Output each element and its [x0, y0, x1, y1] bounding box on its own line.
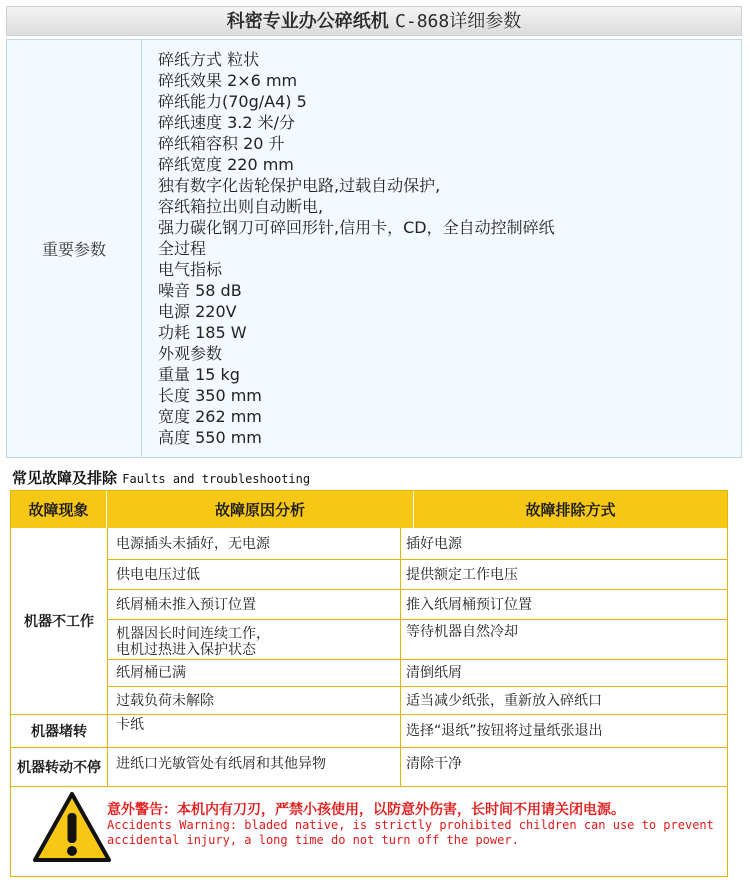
spec-lines	[158, 49, 555, 448]
fix-text: 推入纸屑桶预订位置	[406, 596, 532, 613]
spec-box	[6, 39, 742, 458]
cause-text: 电源插头未插好，无电源	[116, 535, 270, 552]
spec-line: 碎纸速度 3.2 米/分	[158, 113, 296, 132]
spec-line: 功耗 185 W	[158, 323, 247, 342]
fix-text: 提供额定工作电压	[406, 566, 518, 583]
header-symptom: 故障现象	[11, 491, 107, 528]
table-row	[108, 560, 727, 590]
fault-table	[10, 490, 728, 877]
warning-text-en: Accidents Warning: bladed native, is strictly prohibited children can use to prevent accidental injury, a long time do not turn off the power.	[107, 818, 714, 847]
spec-line: 碎纸宽度 220 mm	[158, 155, 294, 174]
fault-heading-cn: 常见故障及排除	[12, 469, 118, 487]
cause-text: 机器因长时间连续工作， 电机过热进入保护状态	[116, 626, 270, 658]
header-cause: 故障原因分析	[107, 491, 414, 528]
fault-heading	[12, 467, 310, 488]
table-row	[108, 528, 727, 560]
fault-heading-en: Faults and troubleshooting	[122, 472, 311, 486]
fix-text: 清倒纸屑	[406, 665, 462, 681]
spec-line: 独有数字化齿轮保护电路,过载自动保护,	[158, 176, 441, 195]
table-row	[108, 660, 727, 687]
symptom-jammed: 机器堵转	[11, 715, 108, 748]
spec-line: 碎纸能力(70g/A4) 5	[158, 92, 307, 111]
page-title	[6, 6, 742, 36]
fix-text: 选择“退纸”按钮将过量纸张退出	[406, 723, 603, 739]
spec-line: 容纸箱拉出则自动断电,	[158, 197, 324, 216]
spec-line: 碎纸效果 2×6 mm	[158, 71, 298, 90]
cause-text: 纸屑桶未推入预订位置	[116, 596, 256, 613]
spec-line: 重量 15 kg	[158, 365, 240, 384]
table-row	[108, 590, 727, 620]
warning-text-cn: 意外警告：本机内有刀刃，严禁小孩使用，以防意外伤害，长时间不用请关闭电源。	[107, 802, 625, 818]
spec-line: 外观参数	[158, 344, 223, 363]
symptom-not-working: 机器不工作	[11, 528, 108, 715]
warning-triangle-icon	[33, 791, 111, 863]
table-row	[108, 687, 727, 715]
spec-line: 电气指标	[158, 260, 223, 279]
cause-text: 过载负荷未解除	[116, 692, 214, 709]
spec-line: 碎纸方式 粒状	[158, 50, 260, 69]
spec-line: 宽度 262 mm	[158, 407, 262, 426]
fix-text: 适当减少纸张，重新放入碎纸口	[406, 692, 602, 709]
table-row	[108, 620, 727, 660]
spec-line: 碎纸箱容积 20 升	[158, 134, 285, 153]
spec-line: 电源 220V	[158, 302, 237, 321]
title-model: C-868详细参数	[395, 11, 522, 32]
table-row	[108, 748, 727, 787]
fix-text: 插好电源	[406, 535, 462, 552]
cause-text: 供电电压过低	[116, 566, 200, 583]
spec-line: 高度 550 mm	[158, 428, 262, 447]
cause-text: 纸屑桶已满	[116, 665, 186, 681]
fix-text: 清除干净	[406, 756, 462, 772]
symptom-nonstop: 机器转动不停	[11, 748, 108, 787]
spec-line: 长度 350 mm	[158, 386, 262, 405]
cause-text: 卡纸	[116, 717, 144, 733]
title-text: 科密专业办公碎纸机	[226, 11, 389, 32]
spec-label: 重要参数	[7, 40, 142, 457]
spec-line: 强力碳化钢刀可碎回形针,信用卡，CD，全自动控制碎纸	[158, 218, 555, 237]
fix-text: 等待机器自然冷却	[406, 624, 518, 640]
header-fix: 故障排除方式	[414, 491, 727, 528]
spec-line: 噪音 58 dB	[158, 281, 242, 300]
spec-line: 全过程	[158, 239, 207, 258]
cause-text: 进纸口光敏管处有纸屑和其他异物	[116, 756, 326, 772]
table-row	[108, 715, 727, 748]
warning-row	[11, 787, 727, 876]
